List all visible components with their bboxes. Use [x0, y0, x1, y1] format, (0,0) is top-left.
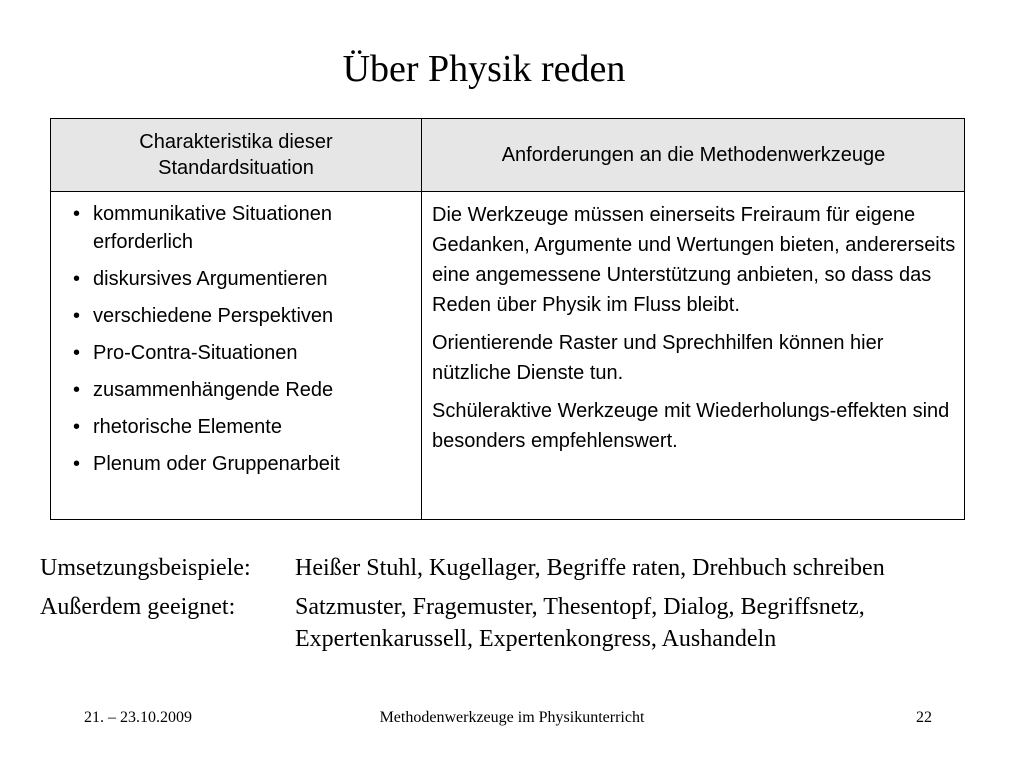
list-item: [73, 302, 413, 330]
bullet-icon: •: [73, 416, 81, 438]
examples-section: [40, 552, 1000, 662]
list-item-text: zusammenhängende Rede: [93, 379, 334, 401]
also-suitable-row: [40, 591, 1000, 655]
requirements-paragraph: Schüleraktive Werkzeuge mit Wiederholungs-effekten sind besonders empfehlenswert.: [432, 400, 950, 452]
bullet-icon: •: [73, 268, 81, 290]
requirements-text: [432, 200, 957, 464]
page-number: 22: [916, 709, 932, 726]
requirements-paragraph: Orientierende Raster und Sprechhilfen können hier nützliche Dienste tun.: [432, 332, 884, 384]
list-item: [73, 413, 413, 441]
list-item: [73, 339, 413, 367]
list-item: [73, 200, 413, 256]
list-item-text: rhetorische Elemente: [93, 416, 282, 438]
list-item-text: verschiedene Perspektiven: [93, 305, 334, 327]
column-divider: [421, 119, 422, 519]
header-characteristics: Charakteristika dieser Standardsituation: [139, 131, 333, 179]
characteristics-list: [73, 200, 413, 487]
requirements-table: [50, 118, 965, 520]
list-item-text: Pro-Contra-Situationen: [93, 342, 298, 364]
requirements-paragraph: Die Werkzeuge müssen einerseits Freiraum für eigene Gedanken, Argumente und Wertungen bieten, andererseits eine angemessene Unterstützung anbieten, so dass das Reden über Physik im Fluss bleibt.: [432, 204, 956, 316]
footer-date: 21. – 23.10.2009: [84, 709, 192, 726]
examples-label: Umsetzungsbeispiele:: [40, 555, 251, 581]
slide-title: Über Physik reden: [342, 48, 626, 90]
also-suitable-label: Außerdem geeignet:: [40, 594, 236, 620]
bullet-icon: •: [73, 342, 81, 364]
bullet-icon: •: [73, 379, 81, 401]
also-suitable-text: Satzmuster, Fragemuster, Thesentopf, Dialog, Begriffsnetz, Expertenkarussell, Expertenkongress, Aushandeln: [295, 594, 865, 652]
list-item: [73, 376, 413, 404]
bullet-icon: •: [73, 305, 81, 327]
list-item-text: diskursives Argumentieren: [93, 268, 328, 290]
list-item-text: kommunikative Situationen erforderlich: [93, 203, 333, 253]
list-item: [73, 265, 413, 293]
bullet-icon: •: [73, 203, 81, 225]
examples-text: Heißer Stuhl, Kugellager, Begriffe raten, Drehbuch schreiben: [295, 555, 885, 581]
examples-row: [40, 552, 1000, 584]
footer-title: Methodenwerkzeuge im Physikunterricht: [379, 709, 645, 726]
list-item-text: Plenum oder Gruppenarbeit: [93, 453, 340, 475]
bullet-icon: •: [73, 453, 81, 475]
list-item: [73, 450, 413, 478]
header-requirements: Anforderungen an die Methodenwerkzeuge: [501, 144, 886, 166]
